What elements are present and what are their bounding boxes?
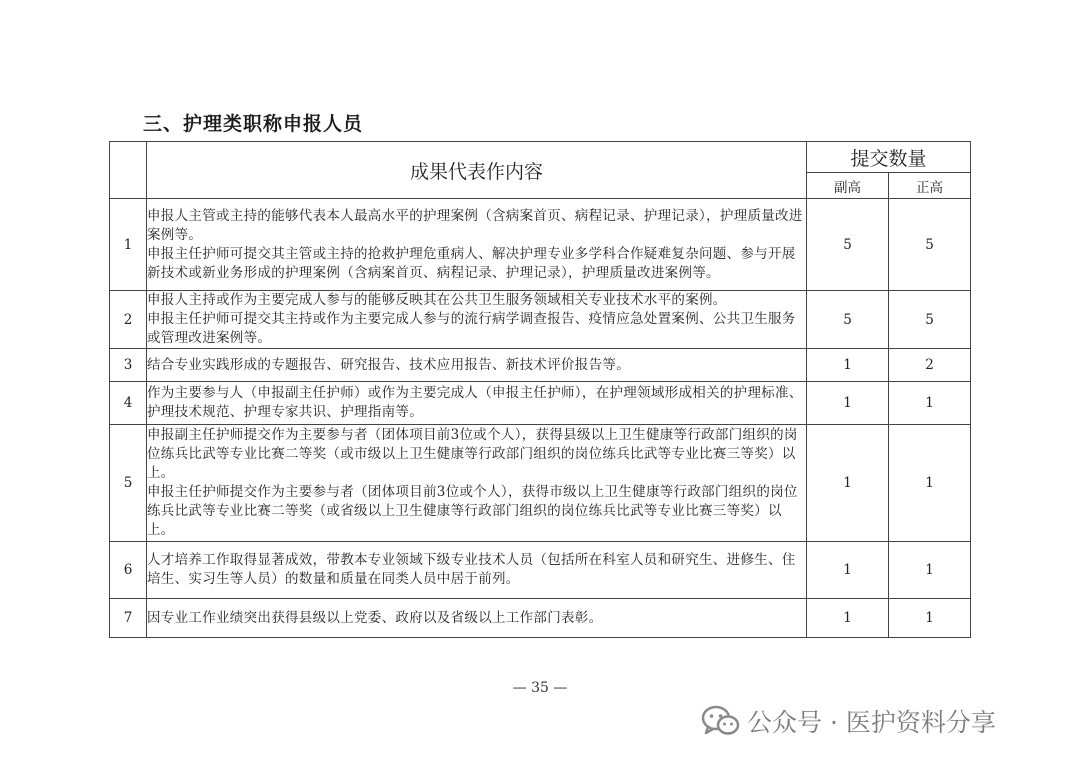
- row-number: 6: [110, 542, 147, 599]
- row-content: [147, 349, 807, 382]
- table-row: [110, 542, 971, 599]
- content-paragraph: 申报主任护师提交作为主要参与者（团体项目前3位或个人），获得市级以上卫生健康等行政部门组织的岗位练兵比武等专业比赛二等奖（或省级以上卫生健康等行政部门组织的岗位练兵比武等专业比赛三等奖）以上。: [147, 484, 798, 538]
- header-count: 提交数量: [807, 142, 971, 173]
- row-number: 2: [110, 291, 147, 349]
- senior-count: 1: [889, 382, 971, 425]
- row-content: [147, 425, 807, 542]
- achievement-table: [109, 141, 971, 638]
- row-number: 4: [110, 382, 147, 425]
- deputy-count: 1: [807, 542, 889, 599]
- table-row: [110, 425, 971, 542]
- deputy-count: 5: [807, 199, 889, 291]
- row-content: [147, 599, 807, 638]
- table-row: [110, 291, 971, 349]
- content-paragraph: 结合专业实践形成的专题报告、研究报告、技术应用报告、新技术评价报告等。: [147, 356, 630, 373]
- deputy-count: 1: [807, 599, 889, 638]
- deputy-count: 1: [807, 425, 889, 542]
- content-paragraph: 作为主要参与人（申报副主任护师）或作为主要完成人（申报主任护师），在护理领域形成相关的护理标准、护理技术规范、护理专家共识、护理指南等。: [147, 385, 803, 420]
- senior-count: 1: [889, 425, 971, 542]
- deputy-count: 1: [807, 349, 889, 382]
- watermark-text: 公众号 · 医护资料分享: [747, 708, 996, 737]
- row-content: [147, 291, 807, 349]
- header-deputy: 副高: [807, 173, 889, 199]
- table-row: [110, 349, 971, 382]
- row-number: 1: [110, 199, 147, 291]
- senior-count: 1: [889, 599, 971, 638]
- content-paragraph: 申报人主持或作为主要完成人参与的能够反映其在公共卫生服务领域相关专业技术水平的案例。: [147, 292, 727, 308]
- row-number: 5: [110, 425, 147, 542]
- content-paragraph: 申报人主管或主持的能够代表本人最高水平的护理案例（含病案首页、病程记录、护理记录），护理质量改进案例等。: [147, 207, 803, 243]
- page-number: — 35 —: [512, 680, 568, 696]
- content-paragraph: 因专业工作业绩突出获得县级以上党委、政府以及省级以上工作部门表彰。: [147, 609, 603, 626]
- content-paragraph: 人才培养工作取得显著成效，带教本专业领域下级专业技术人员（包括所在科室人员和研究生、进修生、住培生、实习生等人员）的数量和质量在同类人员中居于前列。: [147, 552, 796, 587]
- header-content: 成果代表作内容: [147, 142, 807, 199]
- header-index-cell: [110, 142, 147, 199]
- row-content: [147, 542, 807, 599]
- wechat-icon: [701, 705, 741, 737]
- row-number: 7: [110, 599, 147, 638]
- table-row: [110, 599, 971, 638]
- row-content: [147, 382, 807, 425]
- section-title: 三、护理类职称申报人员: [143, 113, 364, 135]
- senior-count: 5: [889, 291, 971, 349]
- deputy-count: 1: [807, 382, 889, 425]
- row-content: [147, 199, 807, 291]
- senior-count: 2: [889, 349, 971, 382]
- deputy-count: 5: [807, 291, 889, 349]
- header-senior: 正高: [889, 173, 971, 199]
- table-row: [110, 199, 971, 291]
- content-paragraph: 申报主任护师可提交其主管或主持的抢救护理危重病人、解决护理专业多学科合作疑难复杂问题、参与开展新技术或新业务形成的护理案例（含病案首页、病程记录、护理记录），护理质量改进案例等。: [147, 245, 796, 281]
- table-row: [110, 382, 971, 425]
- content-paragraph: 申报主任护师可提交其主持或作为主要完成人参与的流行病学调查报告、疫情应急处置案例、公共卫生服务或管理改进案例等。: [147, 311, 796, 346]
- senior-count: 5: [889, 199, 971, 291]
- row-number: 3: [110, 349, 147, 382]
- watermark: [701, 703, 996, 739]
- content-paragraph: 申报副主任护师提交作为主要参与者（团体项目前3位或个人），获得县级以上卫生健康等行政部门组织的岗位练兵比武等专业比赛二等奖（或市级以上卫生健康等行政部门组织的岗位练兵比武等专业比赛三等奖）以上。: [147, 427, 798, 481]
- senior-count: 1: [889, 542, 971, 599]
